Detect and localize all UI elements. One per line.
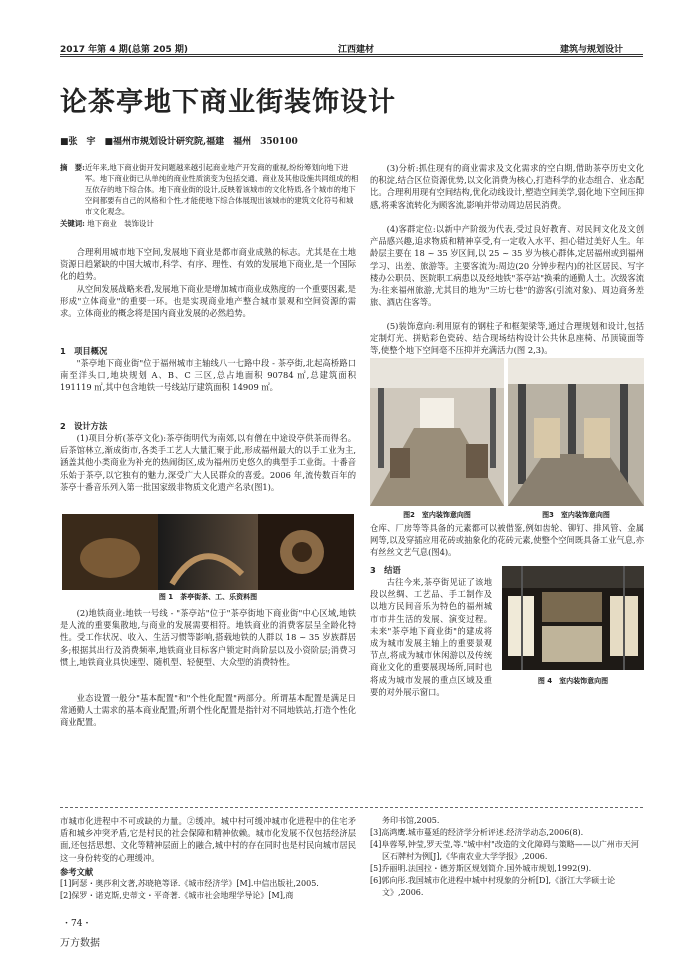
- keywords-text: 地下商业 装饰设计: [87, 219, 154, 228]
- figure-4-image: [502, 566, 644, 670]
- paragraph-format: 业态设置一般分"基本配置"和"个性化配置"两部分。所谓基本配置是满足日常通勤人士需求的基本商业配置;所谓个性化配置是指针对不同地铁站,打造个性化商业配置。: [60, 693, 356, 728]
- footer-brand: 万方数据: [60, 938, 100, 949]
- references-right: [370, 815, 644, 899]
- reference-item: [2]保罗・诺克斯,史蒂文・平奇著.《城市社会地理学导论》[M],商: [60, 891, 294, 900]
- journal-name: 江西建材: [338, 45, 375, 55]
- authors-line: ■张 宇 ■福州市规划设计研究院,福建 福州 350100: [60, 137, 298, 147]
- figure-1-image: [62, 514, 354, 590]
- intro-paragraph-2: 从空间发展战略来看,发展地下商业是增加城市商业成熟度的一个重要因素,是形成"立体商业"的重要一环。也是实现商业地产整合城市景观和空间资源的需求。立体商业的概念将是国内商业发展的必然趋势。: [60, 284, 356, 319]
- figure-2-caption: 图2 室内装饰意向图: [403, 511, 471, 519]
- section-1-text: "茶亭地下商业街"位于福州城市主轴线八一七路中段 - 茶亭街,北起高桥路口南至洋头口,地块规划 A、B、C 三区,总占地面积 90784 ㎡,总建筑面积 191119 ㎡,其中包含地铁一号线站厅建筑面积 14909 ㎡。: [60, 358, 356, 393]
- section-3-text: 古往今来,茶亭街见证了该地段以丝绸、工艺品、手工制作及以地方民间音乐为特色的福州城市市井生活的发展、演变过程。未来"茶亭地下商业街"的建成将成为城市发展主轴上的重要景观节点,将成为城市休闲游以及传统商业文化的重要展现场所,同时也将成为城市发展的重点区域及重要的对外展示窗口。: [370, 577, 492, 697]
- figure-3-image: [508, 358, 644, 506]
- reference-item: [3]高鸿鹰.城市蔓延的经济学分析评述.经济学动态,2006(8).: [370, 828, 584, 837]
- reference-item: [4]阜蓉琴,钟莹,罗天莹,等."城中村"改造的文化障碍与策略——以广州市天河区石牌村为例[J],《华南农业大学学报》,2006.: [370, 840, 639, 861]
- figure-3-caption: 图3 室内装饰意向图: [542, 511, 610, 519]
- references-title: 参考文献: [60, 867, 94, 877]
- issue-label: 2017 年第 4 期(总第 205 期): [60, 45, 188, 55]
- reference-item: [1]阿瑟・奥莎利文著,苏晓艳等译.《城市经济学》[M].中信出版社,2005.: [60, 879, 319, 888]
- page-number: ・74・: [62, 919, 92, 929]
- section-2-text: (1)项目分析(茶亭文化):茶亭街明代为南郊,以有僧在中途设亭供茶而得名。后茶馆林立,渐成街市,各类手工艺人大量汇聚于此,形成福州最大的以手工业为主,涵盖其他小类商业为补充的热闹街区,成为福州历史悠久的典型手工业街。十番音乐始于茶亭,以它独有的魅力,深受广大人民群众的喜爱。2006 年,流传数百年的茶亭十番音乐列入第一批国家级非物质文化遗产名录(图1)。: [60, 433, 356, 492]
- figure-1-caption: 图 1 茶亭街茶、工、乐资料图: [158, 593, 258, 601]
- paragraph-analysis: (3)分析:抓住现有的商业需求及文化需求的空白期,借助茶亭历史文化的积淀,结合区位资源优势,以文化消费为核心,打造科学的业态组合、业态配比。合理利用现有空间结构,优化动线设计,塑造空间美学,弱化地下空间压抑感,将乘客流转化为顾客流,影响并带动周边居民消费。: [370, 163, 644, 210]
- section-1-title: 1 项目概况: [60, 346, 108, 356]
- paragraph-metro: (2)地铁商业:地铁一号线 - "茶亭站"位于"茶亭街地下商业街"中心区域,地铁是人流的重要集散地,与商业的发展需要相符。地铁商业的消费客层呈全龄化特性。受工作状况、收入、生活习惯等影响,搭载地铁的人群以 18 ~ 35 岁族群居多;根据其出行及消费频率,地铁商业目标客户锁定时尚阶层以及小资阶层;消费习惯上,地铁商业具快速型、随机型、轻便型、大众型的消费特性。: [60, 608, 356, 667]
- abstract-label: 摘 要:: [60, 163, 85, 172]
- section-divider: [60, 807, 643, 808]
- paragraph-decoration: (5)装饰意向:利用原有的钢柱子和框架梁等,通过合理规划和设计,包括定制灯光、拼贴彩色瓷砖、结合现场结构设计公共休息座椅、吊顶镜面等等,使整个地下空间毫不压抑并充满活力(图 2,3)。: [370, 321, 644, 356]
- abstract-text: 近年来,地下商业街开发问题越来越引起商业地产开发商的重视,纷纷筹划向地下进军。地下商业街已从单纯的商业性质演变为包括交通、商业及其他设施共同组成的相互依存的地下综合体。地下商业街的设计,反映着该城市的文化特质,各个城市的地下空间都要有自己的风格和个性,才能使地下综合体展现出该城市的建筑文化符号和城市文化观念。: [84, 163, 359, 216]
- header-rule: [60, 54, 643, 55]
- references-left: [60, 878, 356, 902]
- figure-2-image: [370, 358, 504, 506]
- header-rule-thin: [60, 56, 643, 57]
- intro-paragraph-1: 合理利用城市地下空间,发展地下商业是都市商业成熟的标志。尤其是在土地资源日趋紧缺的中国大城市,科学、有序、理性、有效的发展地下商业,是一个国际化的趋势。: [60, 247, 356, 282]
- keywords-label: 关键词:: [60, 219, 85, 228]
- reference-item: [6]郭向彤.我国城市化进程中城中村现象的分析[D],《浙江大学硕士论文》,2006.: [370, 876, 616, 897]
- paragraph-customers: (4)客群定位:以新中产阶级为代表,受过良好教育、对民间文化及文创产品感兴趣,追求物质和精神享受,有一定收入水平、担心错过美好人生。年龄层主要在 18 ~ 35 岁区间,以 25 ~ 35 岁为核心群体,定居福州或到福州学习、出差、旅游等。主要客流为:周边(20 分钟步程内)的社区居民、写字楼办公职员、医院职工病患以及经地铁"茶亭站"换乘的通勤人士。次级客流为:往来福州旅游,尤其目的地为"三坊七巷"的游客(引流对象)、周边商务差旅、酒店住客等。: [370, 224, 644, 308]
- continuation-text: 市城市化进程中不可或缺的力量。②缓冲。城中村可缓冲城市化进程中的住宅矛盾和城乡冲突矛盾,它是村民的社会保障和精神依赖。城市化发展不仅包括经济层面,还包括思想、文化等精神层面上的融合,城中村的存在同时也是村民向城市居民这一身份转变的心理缓冲。: [60, 816, 356, 863]
- abstract: [60, 162, 360, 229]
- column-name: 建筑与规划设计: [560, 45, 624, 55]
- reference-item: [5]乔丽明.法国拉・德芳斯区规划简介.国外城市规划,1992(9).: [370, 864, 592, 873]
- page-title: 论茶亭地下商业街装饰设计: [60, 87, 396, 118]
- figure-4-caption: 图 4 室内装饰意向图: [537, 677, 609, 685]
- reference-item: 务印书馆,2005.: [382, 816, 440, 825]
- paragraph-industrial: 仓库、厂房等等具备的元素都可以被借鉴,例如齿轮、铆钉、排风管、金属网等,以及穿插应用花砖或抽象化的花砖元素,使整个空间既具备工业气息,亦有丝丝文艺气息(图4)。: [370, 523, 644, 558]
- section-2-title: 2 设计方法: [60, 421, 108, 431]
- section-3-title: 3 结语: [370, 565, 401, 575]
